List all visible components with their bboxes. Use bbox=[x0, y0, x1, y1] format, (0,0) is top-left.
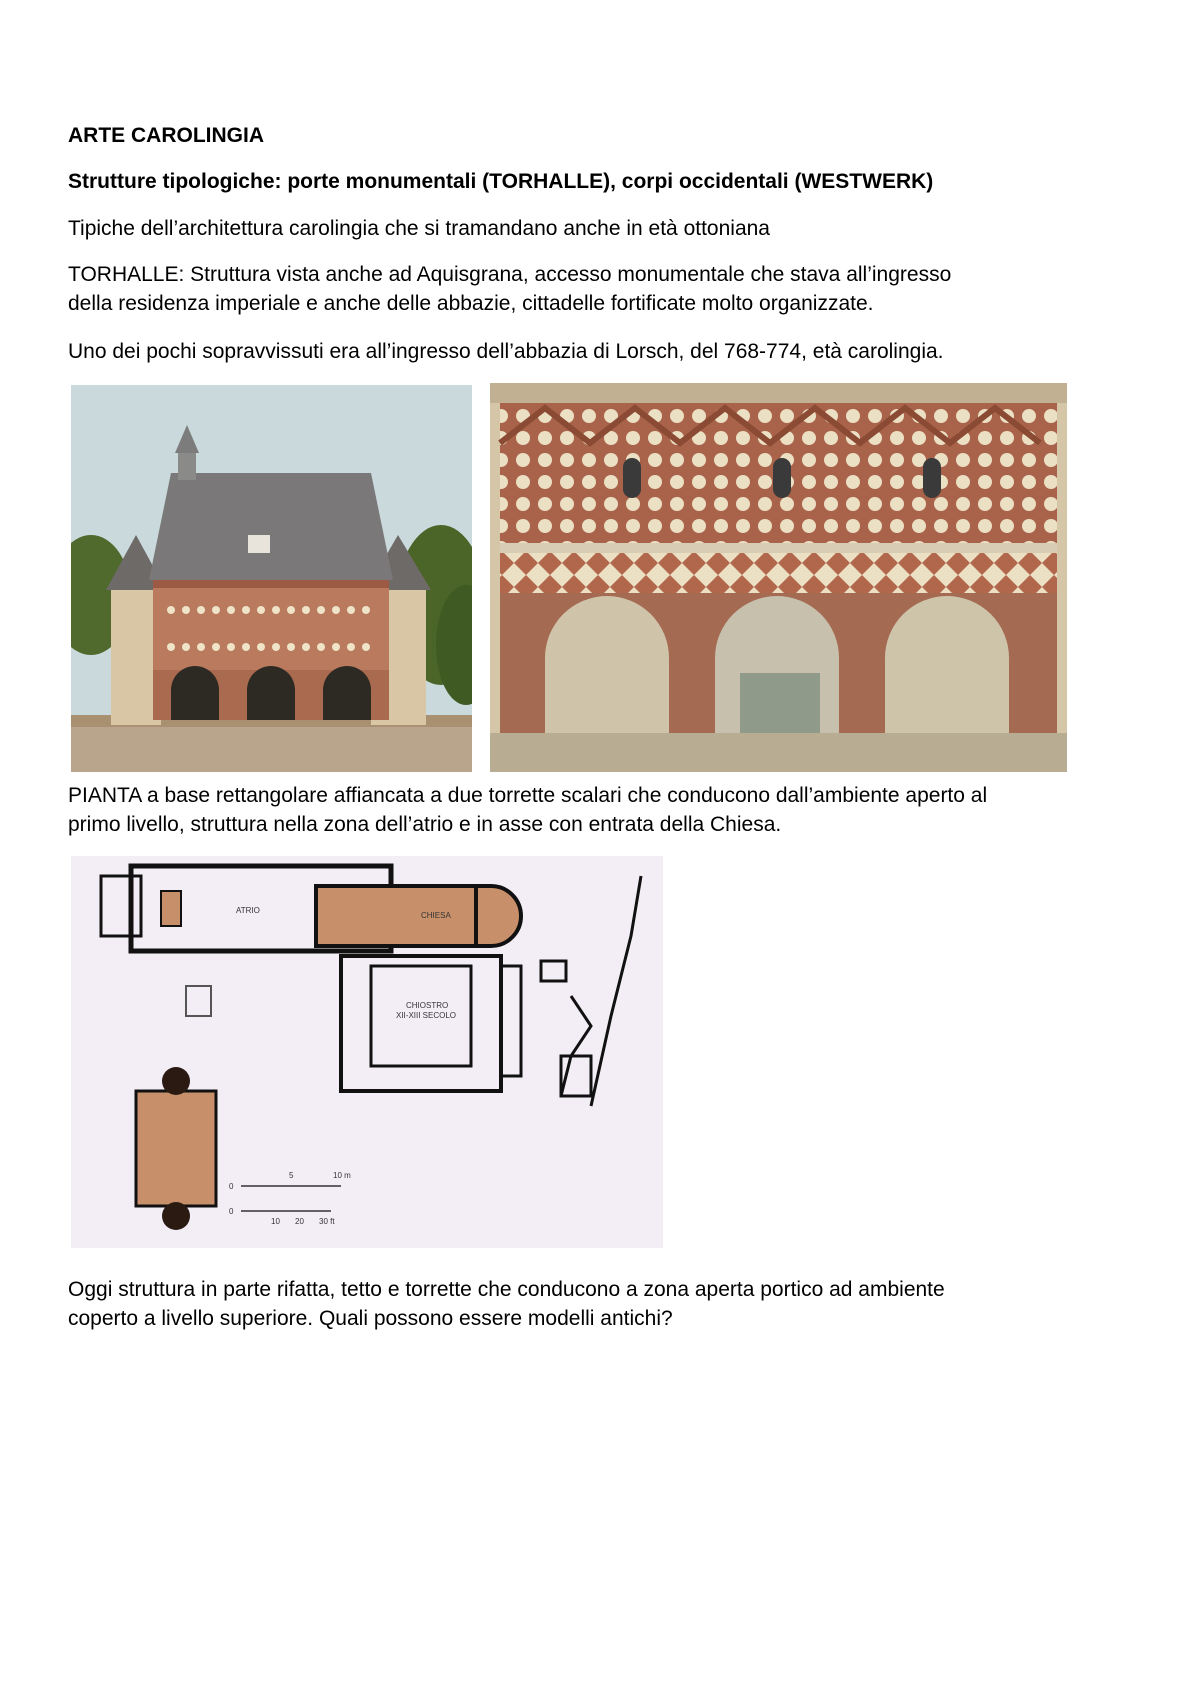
scale-m-5: 5 bbox=[289, 1171, 294, 1180]
floor-plan-lorsch-abbey bbox=[71, 856, 663, 1248]
photo-lorsch-gatehouse-exterior bbox=[71, 385, 472, 772]
scale-ft-0: 0 bbox=[229, 1207, 234, 1216]
paragraph-pianta-line-2: primo livello, struttura nella zona dell’atrio e in asse con entrata della Chiesa. bbox=[68, 813, 782, 836]
scale-ft-20: 20 bbox=[295, 1217, 304, 1226]
scale-m-0: 0 bbox=[229, 1182, 234, 1191]
paragraph-torhalle-line-2: della residenza imperiale e anche delle abbazie, cittadelle fortificate molto organizzate. bbox=[68, 292, 874, 315]
document-title: ARTE CAROLINGIA bbox=[68, 124, 264, 147]
plan-label-atrio: ATRIO bbox=[236, 906, 260, 915]
paragraph-intro: Tipiche dell’architettura carolingia che si tramandano anche in età ottoniana bbox=[68, 217, 770, 240]
plan-label-chiesa: CHIESA bbox=[421, 911, 451, 920]
scale-ft-10: 10 bbox=[271, 1217, 280, 1226]
plan-label-chiostro: CHIOSTRO bbox=[406, 1001, 449, 1010]
paragraph-pianta-line-1: PIANTA a base rettangolare affiancata a due torrette scalari che conducono dall’ambiente aperto al bbox=[68, 784, 988, 807]
paragraph-torhalle-line-1: TORHALLE: Struttura vista anche ad Aquisgrana, accesso monumentale che stava all’ingresso bbox=[68, 263, 952, 286]
plan-label-chiostro-date: XII-XIII SECOLO bbox=[396, 1011, 457, 1020]
scale-m-10: 10 m bbox=[333, 1171, 351, 1180]
paragraph-lorsch: Uno dei pochi sopravvissuti era all’ingresso dell’abbazia di Lorsch, del 768-774, età carolingia. bbox=[68, 340, 944, 363]
document-subtitle: Strutture tipologiche: porte monumentali (TORHALLE), corpi occidentali (WESTWERK) bbox=[68, 170, 934, 193]
scale-ft-30: 30 ft bbox=[319, 1217, 335, 1226]
photo-lorsch-gatehouse-facade-detail bbox=[490, 383, 1067, 772]
paragraph-oggi-line-1: Oggi struttura in parte rifatta, tetto e torrette che conducono a zona aperta portico ad ambiente bbox=[68, 1278, 945, 1301]
paragraph-oggi-line-2: coperto a livello superiore. Quali possono essere modelli antichi? bbox=[68, 1307, 673, 1330]
